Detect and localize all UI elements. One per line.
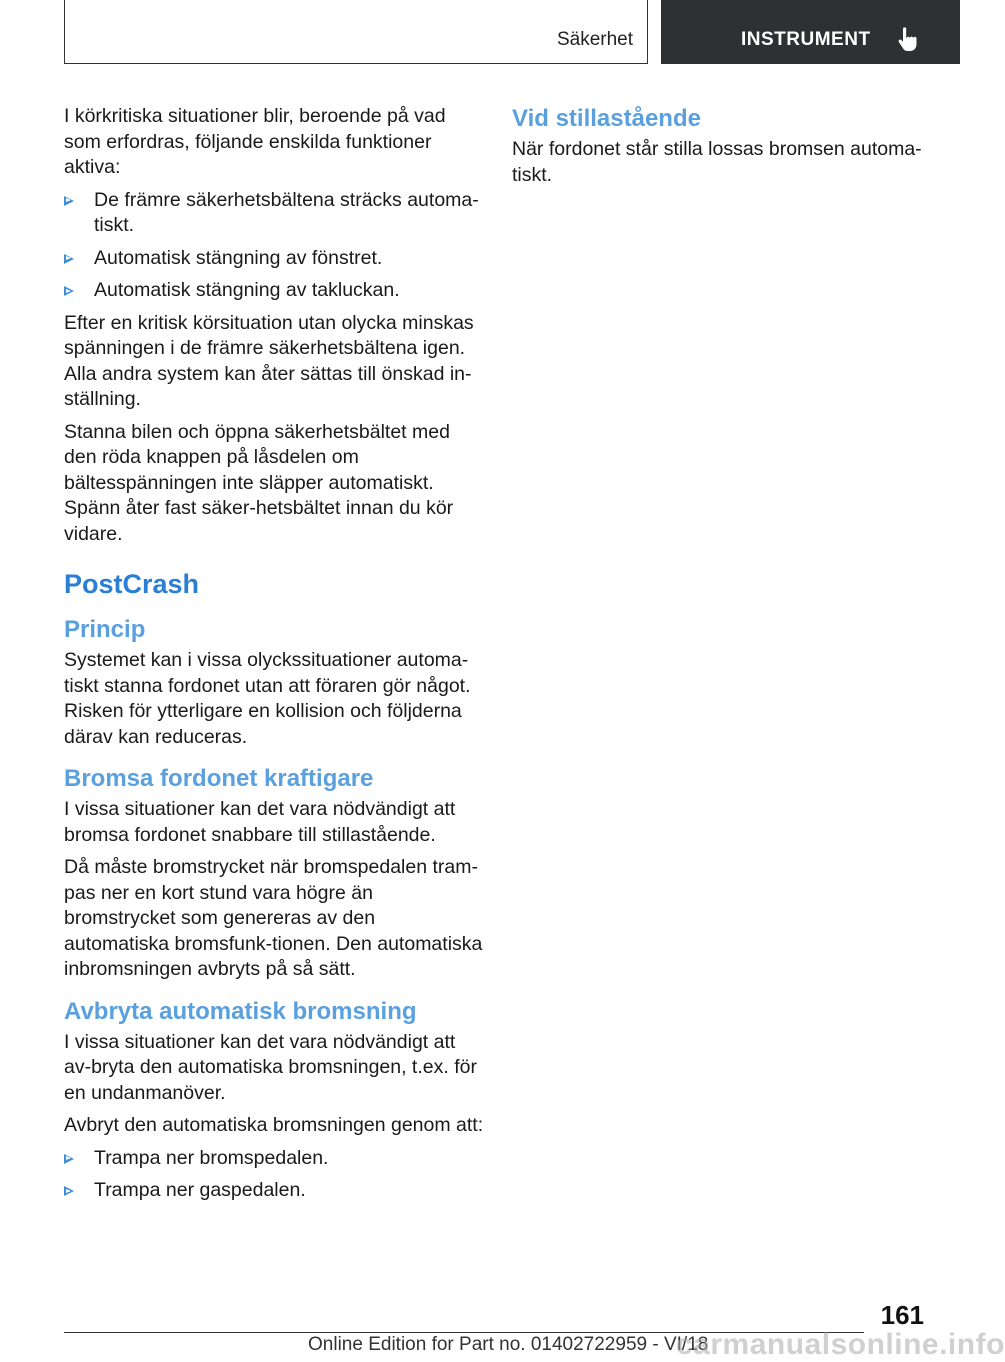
right-column [512,104,922,195]
avbryta-heading: Avbryta automatisk bromsning [64,997,417,1025]
bromsa-paragraph-1: I vissa situationer kan det vara nödvändigt att bromsa fordonet snabbare till stillastående. [64,798,456,846]
header-chapter-box [661,0,960,64]
list-item: Automatisk stängning av takluckan. [64,278,484,304]
watermark: carmanualsonline.info [676,1328,1005,1361]
active-functions-list [64,188,484,304]
princip-heading: Princip [64,616,146,643]
pointing-hand-icon [896,27,920,53]
list-item: De främre säkerhetsbältena sträcks automa-tiskt. [64,188,484,239]
list-item: Automatisk stängning av fönstret. [64,246,484,272]
postcrash-heading: PostCrash [64,569,200,599]
footer-edition: Online Edition for Part no. 01402722959 - VI/18 [308,1334,709,1355]
triangle-bullet-icon [64,196,74,206]
vid-stillastaende-heading: Vid stillastående [512,105,701,132]
after-situation-paragraph: Efter en kritisk körsituation utan olycka minskas spänningen i de främre säkerhetsbältena igen. Alla andra system kan åter sättas till önskad in-ställning. [64,311,474,410]
stop-car-paragraph: Stanna bilen och öppna säkerhetsbältet med den röda knappen på låsdelen om bältesspänningen inte släpper automatiskt. Spänn åter fast säker-hetsbältet innan du kör vidare. [64,420,454,545]
list-item: Trampa ner gaspedalen. [64,1178,484,1204]
list-item: Trampa ner bromspedalen. [64,1146,484,1172]
avbryta-paragraph-1: I vissa situationer kan det vara nödvändigt att av-bryta den automatiska bromsningen, t.ex. för en undanmanöver. [64,1030,477,1104]
triangle-bullet-icon [64,1186,74,1196]
vid-stillastaende-paragraph: När fordonet står stilla lossas bromsen automa-tiskt. [512,138,922,186]
header-section-box [64,0,648,64]
intro-paragraph: I körkritiska situationer blir, beroende på vad som erfordras, följande enskilda funktioner aktiva: [64,105,446,178]
avbryta-list [64,1146,484,1204]
bromsa-heading: Bromsa fordonet kraftigare [64,765,374,792]
triangle-bullet-icon [64,1154,74,1164]
triangle-bullet-icon [64,254,74,264]
page-number: 161 [880,1300,924,1330]
left-column [64,104,484,1211]
header-section-title: Säkerhet [556,29,633,50]
header-chapter-title: INSTRUMENT [741,29,871,50]
triangle-bullet-icon [64,286,74,296]
bromsa-paragraph-2: Då måste bromstrycket när bromspedalen tram-pas ner en kort stund vara högre än bromstrycket som genereras av den automatiska bromsfunk-tionen. Den automatiska inbromsningen avbryts på så sätt. [64,856,483,980]
avbryta-paragraph-2: Avbryt den automatiska bromsningen genom att: [64,1114,484,1136]
princip-paragraph: Systemet kan i vissa olyckssituationer automa-tiskt stanna fordonet utan att föraren gör något. Risken för ytterligare en kollision och följderna därav kan reduceras. [64,649,471,748]
